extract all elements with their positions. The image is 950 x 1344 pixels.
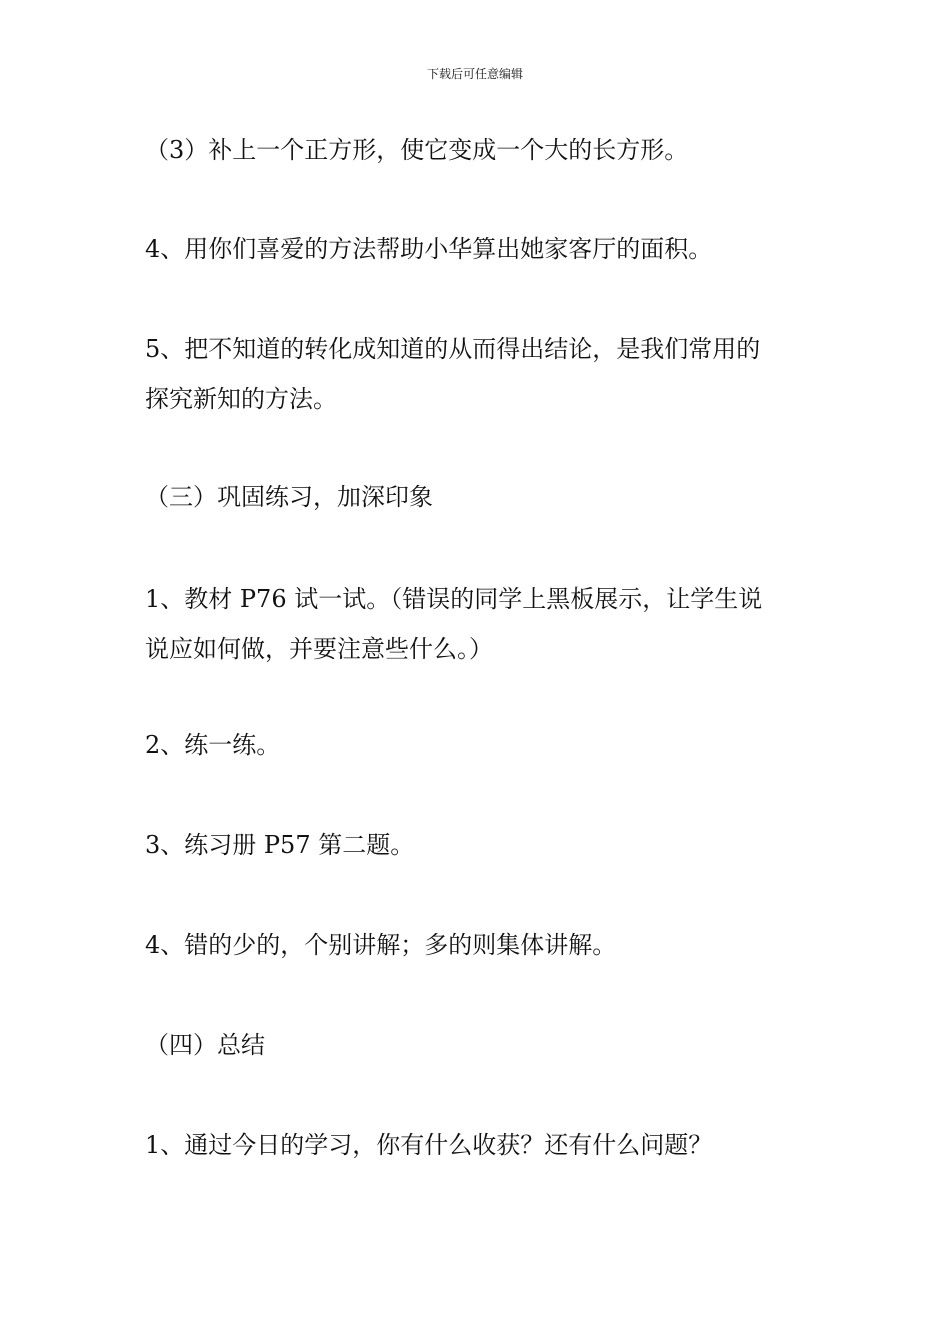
text-line: （3）补上一个正方形，使它变成一个大的长方形。 xyxy=(145,136,689,164)
text-line: （四）总结 xyxy=(145,1031,265,1059)
text-line: 2、练一练。 xyxy=(145,731,281,759)
text-line: 说应如何做，并要注意些什么。） xyxy=(145,635,493,663)
section-heading-summary xyxy=(145,1020,825,1070)
paragraph-conclusion-method xyxy=(145,324,825,424)
paragraph-supplement-square xyxy=(145,125,825,175)
paragraph-workbook xyxy=(145,820,825,870)
paragraph-textbook-try xyxy=(145,574,825,674)
text-line: 探究新知的方法。 xyxy=(145,385,337,413)
text-line: 1、教材 P76 试一试。（错误的同学上黑板展示，让学生说 xyxy=(145,585,763,613)
text-line: 1、通过今日的学习，你有什么收获？还有什么问题？ xyxy=(145,1131,713,1159)
page-header: 下载后可任意编辑 xyxy=(426,67,523,81)
paragraph-reflection xyxy=(145,1120,825,1170)
text-line: 4、用你们喜爱的方法帮助小华算出她家客厅的面积。 xyxy=(145,235,713,263)
section-heading-practice xyxy=(145,472,825,522)
paragraph-practice xyxy=(145,720,825,770)
paragraph-explanation xyxy=(145,920,825,970)
text-line: （三）巩固练习，加深印象 xyxy=(145,483,433,511)
text-line: 5、把不知道的转化成知道的从而得出结论，是我们常用的 xyxy=(145,335,761,363)
text-line: 3、练习册 P57 第二题。 xyxy=(145,831,415,859)
text-line: 4、错的少的，个别讲解；多的则集体讲解。 xyxy=(145,931,617,959)
paragraph-calculate-area xyxy=(145,224,825,274)
